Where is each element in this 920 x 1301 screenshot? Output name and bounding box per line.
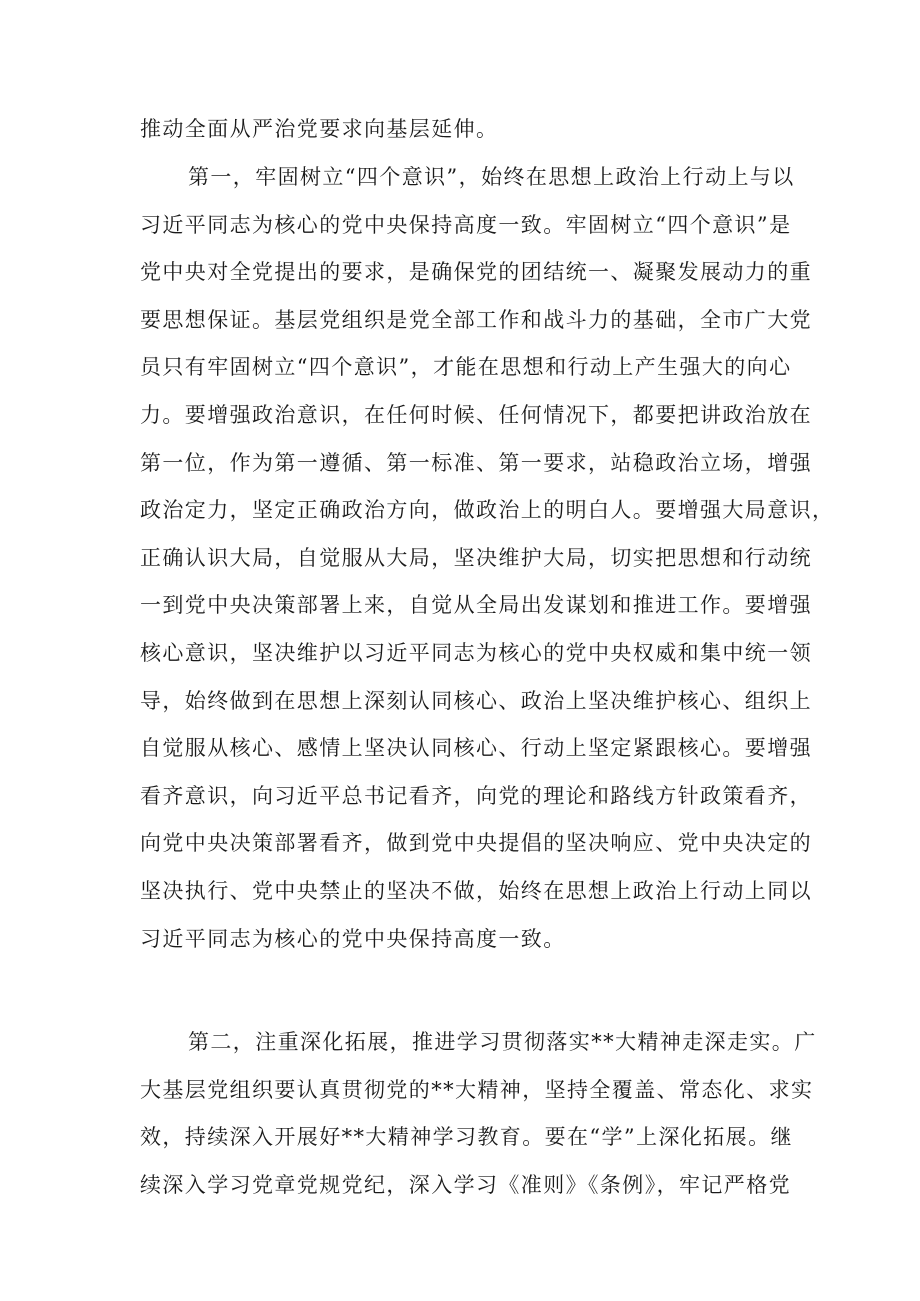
text-line: 习近平同志为核心的党中央保持高度一致。牢固树立“四个意识”是 — [140, 212, 792, 237]
text-line: 正确认识大局，自觉服从大局，坚决维护大局，切实把思想和行动统 — [140, 545, 812, 570]
text-line: 习近平同志为核心的党中央保持高度一致。 — [140, 926, 566, 951]
text-line: 一到党中央决策部署上来，自觉从全局出发谋划和推进工作。要增强 — [140, 593, 812, 618]
text-line: 导，始终做到在思想上深刻认同核心、政治上坚决维护核心、组织上 — [140, 688, 812, 713]
text-line: 续深入学习党章党规党纪，深入学习《准则》《条例》，牢记严格党 — [140, 1172, 791, 1197]
text-line: 要思想保证。基层党组织是党全部工作和战斗力的基础，全市广大党 — [140, 307, 812, 332]
text-line: 推动全面从严治党要求向基层延伸。 — [140, 117, 499, 141]
text-line: 政治定力，坚定正确政治方向，做政治上的明白人。要增强大局意识， — [140, 498, 835, 523]
text-line: 向党中央决策部署看齐，做到党中央提倡的坚决响应、党中央决定的 — [140, 831, 812, 856]
text-line: 员只有牢固树立“四个意识”，才能在思想和行动上产生强大的向心 — [140, 355, 792, 380]
text-line: 第二，注重深化拓展，推进学习贯彻落实**大精神走深走实。广 — [188, 1030, 817, 1054]
text-line: 力。要增强政治意识，在任何时候、任何情况下，都要把讲政治放在 — [140, 402, 812, 427]
text-line: 效，持续深入开展好**大精神学习教育。要在“学”上深化拓展。继 — [140, 1125, 793, 1150]
paragraph-continuation — [140, 106, 800, 154]
text-line: 看齐意识，向习近平总书记看齐，向党的理论和路线方针政策看齐， — [140, 783, 812, 808]
text-line: 核心意识，坚决维护以习近平同志为核心的党中央权威和集中统一领 — [140, 640, 812, 665]
text-line: 大基层党组织要认真贯彻党的**大精神，坚持全覆盖、常态化、求实 — [140, 1077, 814, 1102]
text-line: 第一位，作为第一遵循、第一标准、第一要求，站稳政治立场，增强 — [140, 450, 812, 475]
paragraph-first-point — [140, 154, 835, 963]
text-line: 自觉服从核心、感情上坚决认同核心、行动上坚定紧跟核心。要增强 — [140, 736, 812, 761]
text-line: 坚决执行、党中央禁止的坚决不做，始终在思想上政治上行动上同以 — [140, 878, 812, 903]
paragraph-second-point — [140, 1019, 817, 1209]
text-line: 第一，牢固树立“四个意识”，始终在思想上政治上行动上与以 — [188, 165, 795, 189]
text-line: 党中央对全党提出的要求，是确保党的团结统一、凝聚发展动力的重 — [140, 260, 812, 285]
